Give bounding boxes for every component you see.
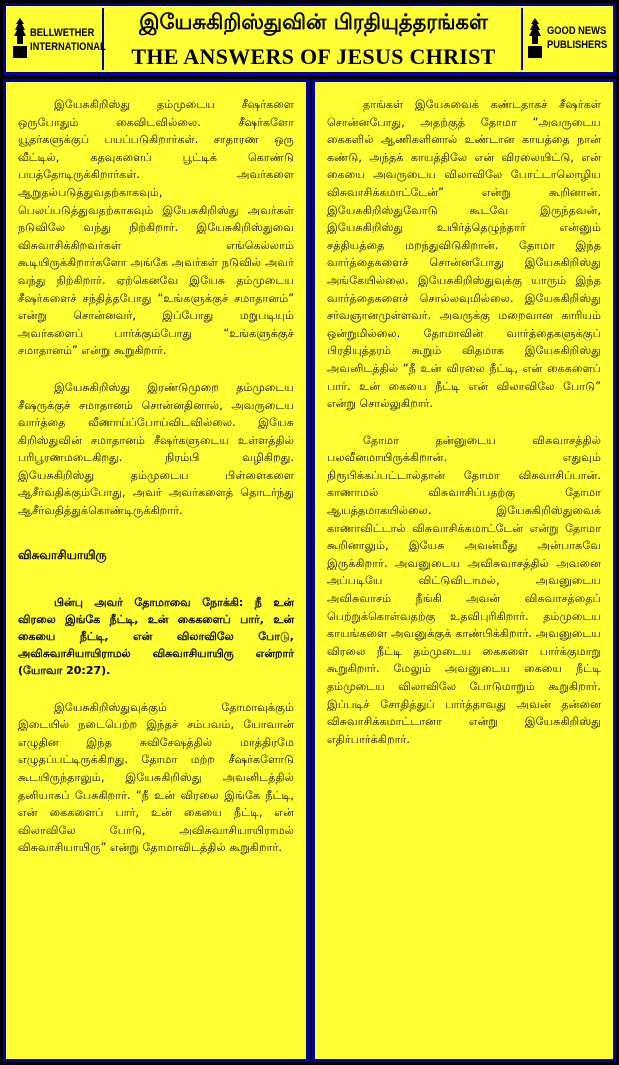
paragraph: தோமா தன்னுடைய விசுவாசத்தில் பலவீனமாயிருக்கிறான். எதுவும் நிரூபிக்கப்பட்டால்தான் தோமா விசுவாசிப்பான். காணாமல் விசுவாசிப்பதற்கு தோமா ஆயத்தமாகயில்லை. இயேசுகிறிஸ்துவைக் காணாவிட்டால் விசுவாசிக்கமாட்டேன் என்று தோமா கூறினாலும், இயேசு அவன்மீது அன்பாகவே இருக்கிறார். அவனுடைய அவிசுவாசத்தில் அவனை அப்படியே விட்டுவிடாமல், அவனுடைய அவிசுவாசம் நீங்கி அவன் விசுவாசத்தைப் பெற்றுக்கொள்வதற்கு உதவிபுரிகிறார். தம்முடைய காயங்களை அவனுக்குக் காண்பிக்கிறார். அவனுடைய விரலை நீட்டி தம்முடைய கைகளை பார்க்குமாறு கூறுகிறார். மேலும் அவனுடைய கையை நீட்டி தம்முடைய விலாவிலே போடுமாறும் கூறுகிறார். இப்படிச் சோதித்துப் பார்த்தாவது அவன் தன்னை விசுவாசிக்கமாட்டானா என்று இயேசுகிறிஸ்து எதிர்பார்க்கிறார். — [327, 433, 601, 746]
logo-right-text: GOOD NEWS PUBLISHERS — [547, 25, 608, 51]
section-heading: விசுவாசியாயிரு — [18, 547, 107, 562]
right-column — [312, 79, 616, 1062]
paragraph: இயேசுகிறிஸ்து தம்முடைய சீஷர்களை ஒருபோதும் கைவிடவில்லை. சீஷர்களோ யூதர்களுக்குப் பயப்படுகிறார்கள். சாதாரண ஒரு வீட்டில், கதவுகளைப் பூட்டிக் கொண்டு பயத்தோடிருக்கிறார்கள். அவர்களை ஆறுதல்படுத்துவதற்காகவும், பெலப்படுத்துவதற்காகவும் இயேசுகிறிஸ்து அவர்கள் நடுவிலே வந்து நிற்கிறார். இயேசுகிறிஸ்துவை விசுவாசிக்கிறவர்கள் எங்கெல்லாம் கூடியிருக்கிறார்களோ அங்கே அவர்கள் நடுவில் அவர் வந்து நிற்கிறார். ஏற்கெனவே இயேசு தம்முடைய சீஷர்களைச் சந்தித்தபோது “உங்களுக்குச் சமாதானம்” என்று சொன்னவர், இப்போது மறுபடியும் அவர்களைப் பார்க்கும்போது “உங்களுக்குச் சமாதானம்” என்று கூறுகிறார். — [18, 98, 294, 358]
good-news-logo — [521, 8, 611, 70]
page-title-tamil: இயேசுகிறிஸ்துவின் பிரதியுத்தரங்கள் — [139, 10, 488, 34]
paragraph: இயேசுகிறிஸ்து இரண்டுமுறை தம்முடைய சீஷருக்குச் சமாதானம் சொன்னதினால், அவருடைய வார்த்தை வீணாய்ப்போய்விடவில்லை. இயேசு கிறிஸ்துவின் சமாதானம் சீஷர்களுடைய உள்ளத்தில் பரிபூரணமடைகிறது. நிரம்பி வழிகிறது. இயேசுகிறிஸ்து தம்முடைய பிள்ளைகளை ஆசீர்வதிக்கும்போது, அவர் அவர்களைத் தொடர்ந்து ஆசீர்வதித்துக்கொண்டிருக்கிறார். — [18, 380, 294, 518]
page-title-english: THE ANSWERS OF JESUS CHRIST — [131, 44, 496, 69]
paragraph: இயேசுகிறிஸ்துவுக்கும் தோமாவுக்கும் இடையில் நடைபெற்ற இந்தச் சம்பவம், யோவான் எழுதின இந்த சுவிசேஷத்தில் மாத்திரமே எழுதப்பட்டிருக்கிறது. தோமா மற்ற சீஷர்களோடு கூடயிருந்தாலும், இயேசுகிறிஸ்து அவனிடத்தில் தனியாகப் பேசுகிறார். “நீ உன் விரலை இங்கே நீட்டி, என் கைகளைப் பார், உன் கையை நீட்டி, என் விலாவிலே போடு, அவிசுவாசியாயிராமல் விசுவாசியாயிரு” என்று தோமாவிடத்தில் கூறுகிறார். — [18, 700, 294, 855]
ram-logo-icon — [12, 16, 28, 60]
ram-logo-icon — [527, 16, 543, 60]
logo-left-text: BELLWETHER INTERNATIONAL — [30, 27, 106, 53]
header-banner — [3, 3, 616, 75]
paragraph: தாங்கள் இயேசுவைக் கண்டதாகச் சீஷர்கள் சொன்னபோது, அதற்குத் தோமா “அவருடைய கைகளில் ஆணிகளினால் உண்டான காயத்தை நான் கண்டு, அந்தக் காயத்திலே என் விரலையிட்டு, என் கையை அவருடைய விலாவிலே போட்டாலொழிய விசுவாசிக்கமாட்டேன்” என்று கூறினான். இயேசுகிறிஸ்துவோடு கூடவே இருந்தவன், இயேசுகிறிஸ்து உயிர்த்தெழுந்தார் என்னும் சத்தியத்தை மறந்துவிடுகிறான். தோமா இந்த வார்த்தைகளைச் சொன்னபோது இயேசுகிறிஸ்து அங்கேயில்லை. இயேசுகிறிஸ்துவுக்கு யாரும் இந்த வார்த்தைகளைச் சொல்லவுமில்லை. இயேசுகிறிஸ்து சர்வஞானமுள்ளவர். அவருக்கு மறைவான காரியம் ஒன்றுமில்லை. தோமாவின் வார்த்தைகளுக்குப் பிரதியுத்தரம் கூறும் விதமாக இயேசுகிறிஸ்து அவனிடத்தில் “நீ உன் விரலை நீட்டி, என் கைகளைப் பார். உன் கையை நீட்டி என் விலாவிலே போடு” என்று சொல்லுகிறார். — [327, 98, 601, 411]
bellwether-logo — [8, 8, 104, 70]
bible-verse: பின்பு அவர் தோமாவை நோக்கி: நீ உன் விரலை இங்கே நீட்டி, உன் கைகளைப் பார், உன் கையை நீட்டி, என் விலாவிலே போடு, அவிசுவாசியாயிராமல் விசுவாசியாயிரு என்றார் (யோவா 20:27). — [18, 595, 294, 677]
left-column — [3, 79, 309, 1062]
